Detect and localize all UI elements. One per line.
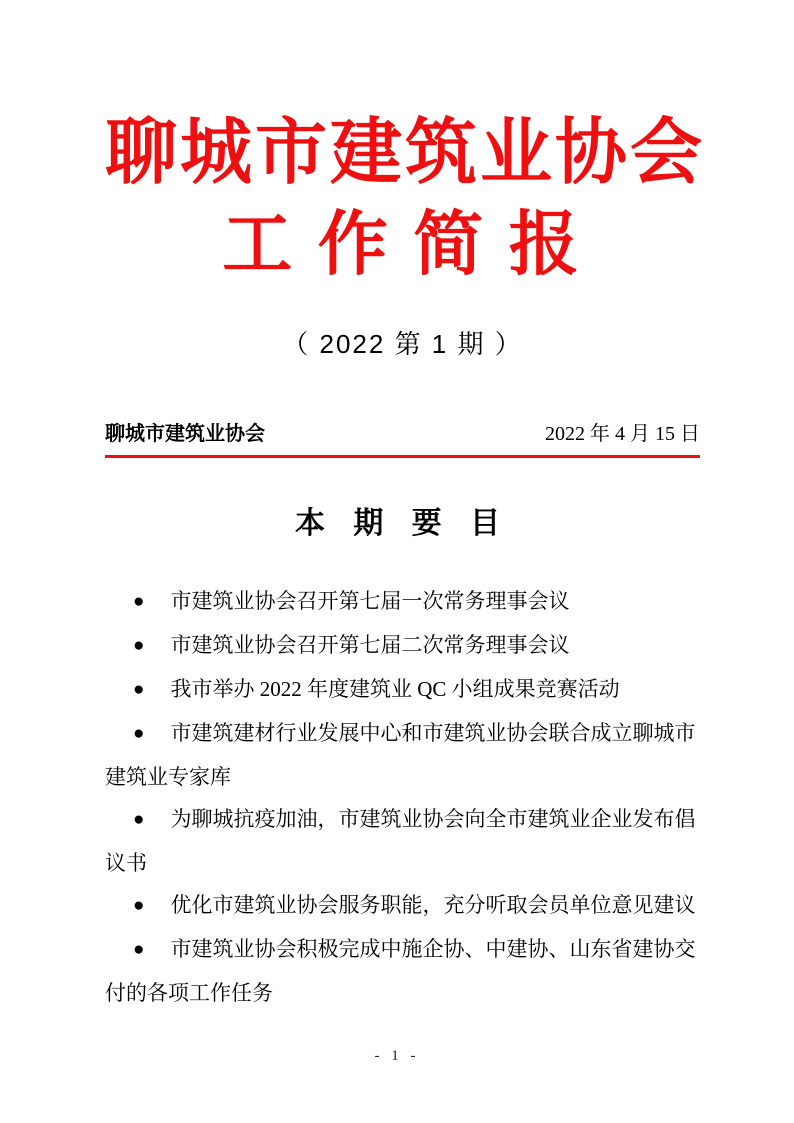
toc-item <box>105 580 700 624</box>
organization-name: 聊城市建筑业协会 <box>105 423 265 446</box>
toc-item-text: 市建筑建材行业发展中心和市建筑业协会联合成立聊城市建筑业专家库 <box>105 721 696 790</box>
toc-item <box>105 928 700 1014</box>
bulletin-header-row <box>105 417 700 446</box>
bullet-icon: ● <box>133 679 145 701</box>
bullet-icon: ● <box>133 635 145 657</box>
toc-item-text: 为聊城抗疫加油，市建筑业协会向全市建筑业企业发布倡议书 <box>105 807 696 876</box>
bullet-icon: ● <box>133 939 145 961</box>
red-divider-rule <box>105 455 700 458</box>
toc-item-text: 优化市建筑业协会服务职能，充分听取会员单位意见建议 <box>170 893 696 918</box>
toc-title: 本 期 要 目 <box>294 507 510 541</box>
page-number: - 1 - <box>374 1048 420 1064</box>
bullet-icon: ● <box>133 591 145 613</box>
toc-item-text: 市建筑业协会召开第七届二次常务理事会议 <box>170 633 570 658</box>
masthead-title-line2: 工 作 简 报 <box>222 206 583 284</box>
bullet-icon: ● <box>133 723 145 745</box>
toc-item-text: 市建筑业协会召开第七届一次常务理事会议 <box>170 589 570 614</box>
masthead-title-line1: 聊城市建筑业协会 <box>105 113 706 193</box>
bullet-icon: ● <box>133 809 145 831</box>
toc-item <box>105 668 700 712</box>
toc-item <box>105 884 700 928</box>
toc-item <box>105 798 700 884</box>
issue-number: （ 2022 第 1 期 ） <box>282 329 523 360</box>
toc-list <box>105 580 700 1014</box>
document-content <box>105 112 706 1014</box>
toc-item-text: 我市举办 2022 年度建筑业 QC 小组成果竞赛活动 <box>170 677 620 702</box>
toc-item <box>105 624 700 668</box>
toc-item <box>105 712 700 798</box>
bullet-icon: ● <box>133 895 145 917</box>
publication-date: 2022 年 4 月 15 日 <box>545 423 700 446</box>
toc-item-text: 市建筑业协会积极完成中施企协、中建协、山东省建协交付的各项工作任务 <box>105 937 696 1006</box>
